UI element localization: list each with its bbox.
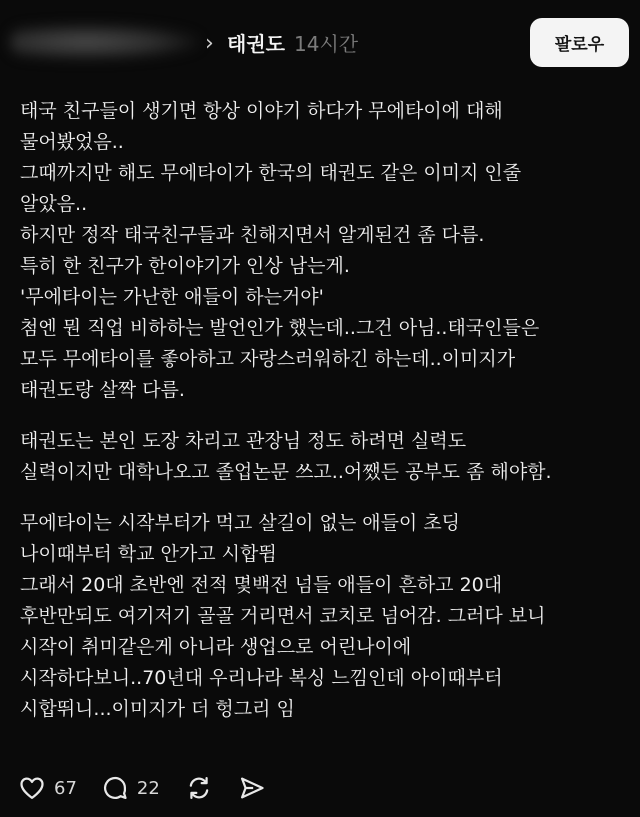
repost-button[interactable] [184, 774, 214, 802]
text-line: '무에타이는 가난한 애들이 하는거야' [20, 286, 324, 308]
text-line: 시작하다보니..70년대 우리나라 복싱 느낌인데 아이때부터 [20, 667, 503, 689]
chevron-right-icon: › [205, 31, 214, 56]
post-time: 14시간 [294, 32, 359, 56]
text-line: 하지만 정작 태국친구들과 친해지면서 알게된건 좀 다름. [20, 224, 485, 246]
text-line: 나이때부터 학교 안가고 시합뜀 [20, 543, 277, 565]
text-line: 물어봤었음.. [20, 131, 124, 153]
paragraph-3 [20, 508, 630, 725]
text-line: 그래서 20대 초반엔 전적 몇백전 넘들 애들이 흔하고 20대 [20, 574, 503, 596]
comment-button[interactable] [101, 774, 160, 802]
follow-button[interactable]: 팔로우 [530, 18, 629, 67]
comment-count: 22 [136, 777, 160, 799]
post-body [20, 96, 630, 745]
comment-icon [101, 774, 129, 802]
text-line: 그때까지만 해도 무에타이가 한국의 태권도 같은 이미지 인줄 [20, 162, 522, 184]
paragraph-2 [20, 426, 630, 488]
text-line: 시합뛰니...이미지가 더 헝그리 임 [20, 698, 295, 720]
text-line: 무에타이는 시작부터가 먹고 살길이 없는 애들이 초딩 [20, 512, 461, 534]
text-line: 태권도랑 살짝 다름. [20, 379, 185, 401]
community-name[interactable]: 태권도 [227, 32, 285, 56]
share-icon [238, 774, 266, 802]
text-line: 시작이 취미같은게 아니라 생업으로 어린나이에 [20, 636, 412, 658]
share-button[interactable] [238, 774, 266, 802]
text-line: 알았음.. [20, 193, 88, 215]
blurred-author-name[interactable] [10, 24, 200, 60]
text-line: 태국 친구들이 생기면 항상 이야기 하다가 무에타이에 대해 [20, 100, 503, 122]
post-header [0, 0, 640, 90]
text-line: 태권도는 본인 도장 차리고 관장님 정도 하려면 실력도 [20, 430, 467, 452]
action-bar [18, 770, 290, 806]
repost-icon [184, 774, 214, 802]
text-line: 특히 한 친구가 한이야기가 인상 남는게. [20, 255, 350, 277]
like-count: 67 [54, 777, 77, 799]
text-line: 첨엔 뭔 직업 비하하는 발언인가 했는데..그건 아님..태국인들은 [20, 317, 540, 339]
text-line: 모두 무에타이를 좋아하고 자랑스러워하긴 하는데..이미지가 [20, 348, 516, 370]
paragraph-1 [20, 96, 630, 406]
heart-icon [18, 774, 46, 802]
text-line: 후반만되도 여기저기 골골 거리면서 코치로 넘어감. 그러다 보니 [20, 605, 546, 627]
text-line: 실력이지만 대학나오고 졸업논문 쓰고..어쨌든 공부도 좀 해야함. [20, 461, 552, 483]
like-button[interactable] [18, 774, 77, 802]
